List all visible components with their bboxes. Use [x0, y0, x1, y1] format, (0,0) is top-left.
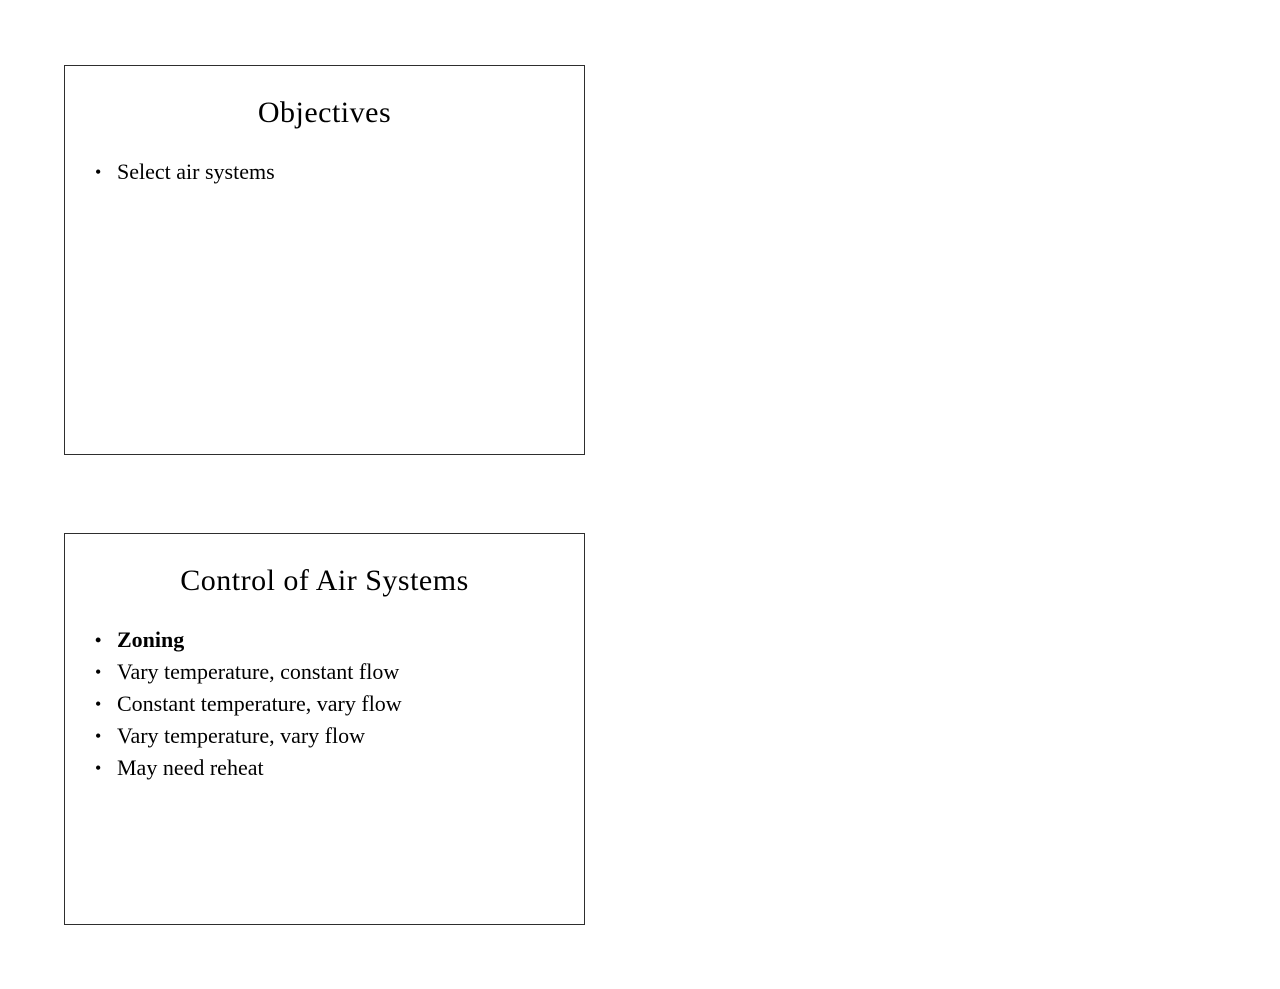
bullet-text: Zoning [117, 627, 185, 652]
bullet-text: Constant temperature, vary flow [117, 691, 402, 716]
bullet-icon: • [95, 694, 102, 714]
list-item [95, 156, 574, 188]
slide-title: Objectives [257, 96, 392, 129]
slide-control-of-air-systems [64, 533, 585, 925]
bullet-list [65, 624, 584, 784]
bullet-list [65, 156, 584, 188]
bullet-icon: • [95, 726, 102, 746]
bullet-icon: • [95, 630, 102, 650]
list-item [95, 688, 574, 720]
list-item [95, 656, 574, 688]
bullet-icon: • [95, 662, 102, 682]
slide-title: Control of Air Systems [180, 564, 469, 597]
list-item [95, 624, 574, 656]
bullet-text: Vary temperature, constant flow [117, 659, 400, 684]
slide-objectives [64, 65, 585, 455]
bullet-text: Select air systems [117, 159, 275, 184]
list-item [95, 720, 574, 752]
bullet-text: Vary temperature, vary flow [117, 723, 366, 748]
bullet-icon: • [95, 162, 102, 182]
list-item [95, 752, 574, 784]
bullet-text: May need reheat [117, 755, 264, 780]
bullet-icon: • [95, 758, 102, 778]
